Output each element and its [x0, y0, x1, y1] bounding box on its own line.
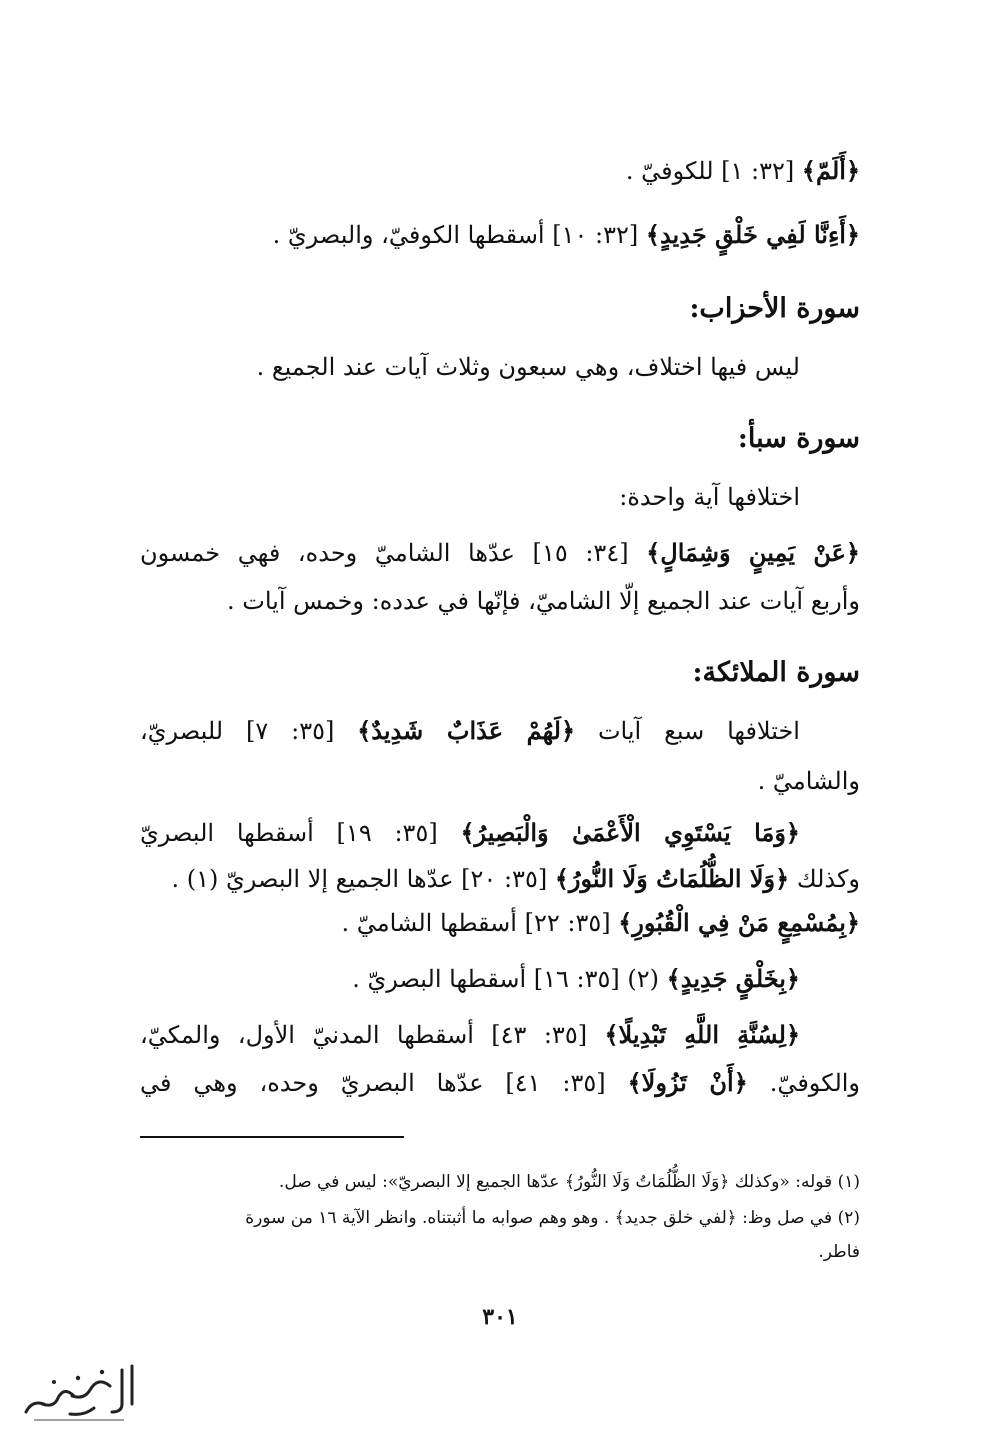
- text-line: [140, 712, 800, 750]
- footnote-separator: [140, 1136, 404, 1138]
- text-line: [140, 904, 860, 942]
- line-text-pre: والكوفيّ.: [769, 1069, 861, 1097]
- text-line: ليس فيها اختلاف، وهي سبعون وثلاث آيات عند الجميع .: [256, 353, 800, 381]
- text-line: والشاميّ .: [757, 767, 860, 795]
- line-text: [٣٥: ٤١] عدّها البصريّ وحده، وهي في: [140, 1069, 606, 1097]
- surah-heading-malaika: سورة الملائكة:: [692, 657, 860, 688]
- line-text: [٣٥: ٢٢] أسقطها الشاميّ .: [341, 909, 611, 937]
- quran-quote: ﴿أَنْ تَزُولَا﴾: [627, 1068, 748, 1097]
- text-line: [140, 960, 800, 998]
- text-line: [140, 216, 860, 254]
- quran-quote: ﴿لِسُنَّةِ اللَّهِ تَبْدِيلًا﴾: [604, 1020, 800, 1049]
- text-line: [140, 152, 860, 190]
- page-number: ٣٠١: [482, 1304, 518, 1330]
- line-text: [٣٥: ٧] للبصريّ،: [140, 717, 335, 745]
- footnote-2: (٢) في صل وظ: ﴿لفي خلق جديد﴾ . وهو وهم صوابه ما أثبتناه. وانظر الآية ١٦ من سورة: [245, 1208, 860, 1228]
- surah-heading-saba: سورة سبأ:: [737, 423, 860, 454]
- quran-quote: ﴿وَلَا الظُّلُمَاتُ وَلَا النُّورُ﴾: [554, 864, 790, 893]
- text-line: وأربع آيات عند الجميع إلّا الشاميّ، فإنّها في عدده: وخمس آيات .: [226, 587, 860, 615]
- quran-quote: ﴿بِمُسْمِعٍ مَنْ فِي الْقُبُورِ﴾: [618, 908, 860, 937]
- text-line: [140, 1064, 860, 1102]
- text-line: [140, 814, 800, 852]
- line-text: [٣٥: ٢٠] عدّها الجميع إلا البصريّ (١) .: [171, 865, 548, 893]
- text-line: [140, 534, 860, 572]
- line-text: [٣٥: ٤٣] أسقطها المدنيّ الأول، والمكيّ،: [140, 1021, 588, 1049]
- quran-quote: ﴿وَمَا يَسْتَوِي الْأَعْمَىٰ وَالْبَصِيرُ﴾: [460, 818, 800, 847]
- footnote-2-continued: فاطر.: [818, 1242, 860, 1262]
- line-text: [٣٥: ١٩] أسقطها البصريّ: [140, 819, 438, 847]
- line-text: [٣٢: ١] للكوفيّ .: [625, 157, 795, 185]
- line-text: (٢) [٣٥: ١٦] أسقطها البصريّ .: [352, 965, 660, 993]
- quran-quote: ﴿أَلَمّ﴾: [801, 156, 860, 185]
- text-line: [140, 1016, 800, 1054]
- quran-quote: ﴿عَنْ يَمِينٍ وَشِمَالٍ﴾: [646, 538, 860, 567]
- text-line: اختلافها آية واحدة:: [619, 483, 800, 511]
- calligraphy-logo: [14, 1356, 144, 1426]
- quran-quote: ﴿أَءِنَّا لَفِي خَلْقٍ جَدِيدٍ﴾: [645, 220, 860, 249]
- surah-heading-ahzab: سورة الأحزاب:: [689, 293, 860, 324]
- footnote-1: (١) قوله: «وكذلك ﴿وَلَا الظُّلُمَاتُ وَلَا النُّورُ﴾ عدّها الجميع إلا البصريّ»: ليس في صل.: [278, 1172, 860, 1192]
- text-line: [140, 860, 860, 898]
- quran-quote: ﴿بِخَلْقٍ جَدِيدٍ﴾: [666, 964, 800, 993]
- line-text-pre: وكذلك: [796, 865, 860, 893]
- line-text: [٣٤: ١٥] عدّها الشاميّ وحده، فهي خمسون: [140, 539, 629, 567]
- line-text: [٣٢: ١٠] أسقطها الكوفيّ، والبصريّ .: [272, 221, 639, 249]
- quran-quote: ﴿لَهُمْ عَذَابٌ شَدِيدٌ﴾: [357, 716, 576, 745]
- line-text-pre: اختلافها سبع آيات: [597, 717, 800, 745]
